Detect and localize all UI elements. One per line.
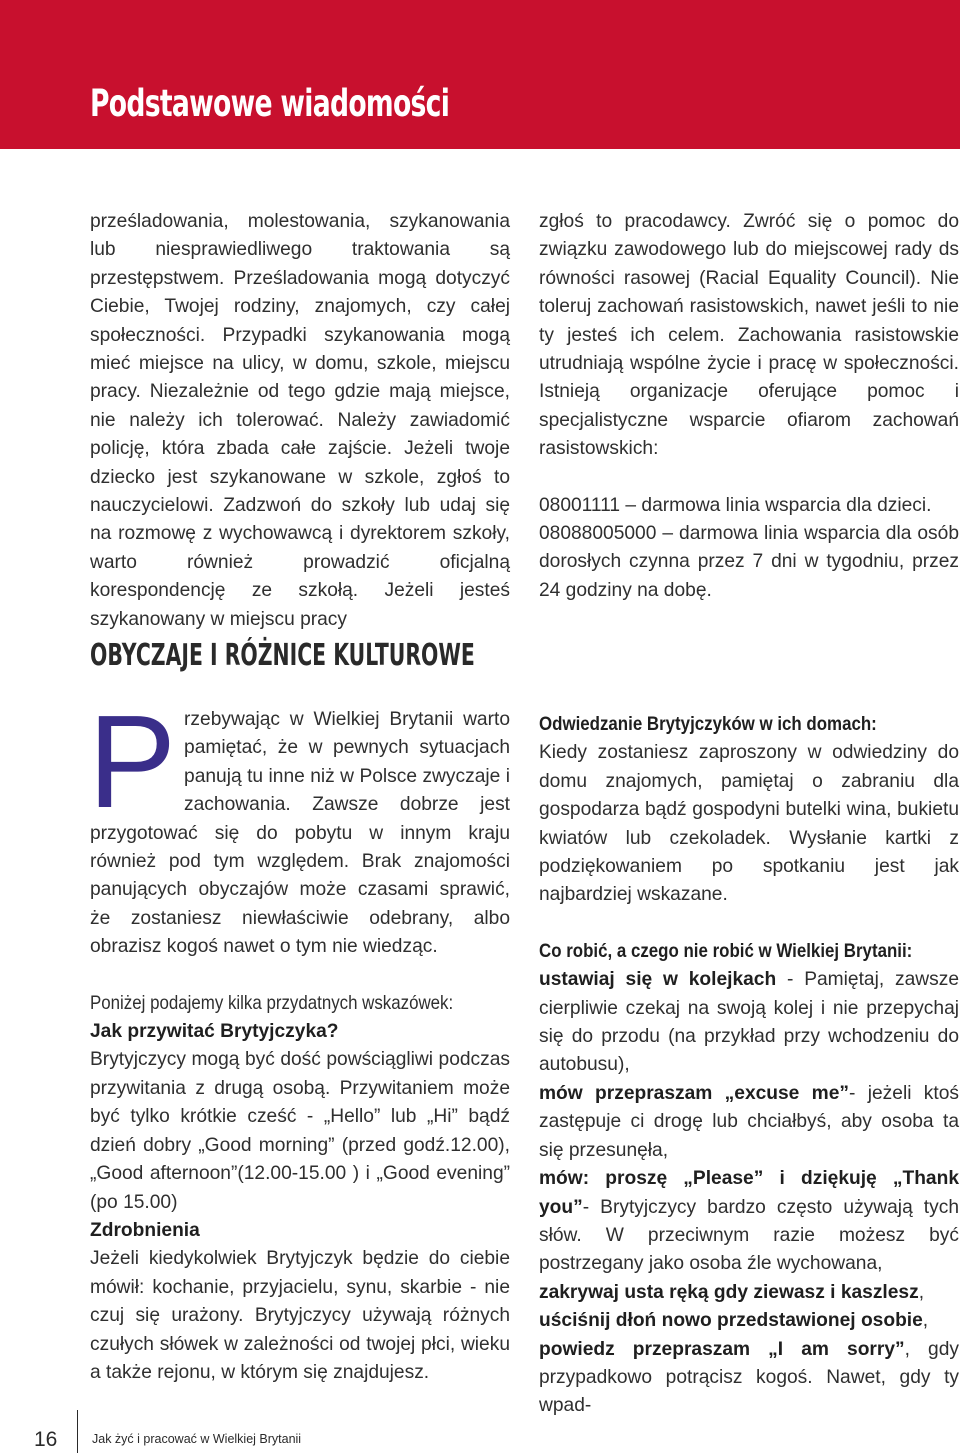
- tip-please-thanks: mów: proszę „Please” i dziękuję „Thank you”- Brytyjczycy bardzo często używają tych słów. W przeciwnym razie możesz być postrzegany jako osoba źle wychowana,: [539, 1168, 959, 1275]
- visiting-text: Kiedy zostaniesz zaproszony w odwiedziny do domu znajomych, pamiętaj o zabraniu dla gospodarza bądź gospodyni butelki wina, bukietu kwiatów lub czekoladek. Wysłanie kartki z podziękowaniem po spotkaniu jest jak najbardziej wskazane.: [539, 742, 959, 906]
- dos-heading: Co robić, a czego nie robić w Wielkiej Brytanii:: [539, 940, 913, 962]
- tip-excuse-me: mów przepraszam „excuse me”- jeżeli ktoś zastępuje ci drogę lub chciałbyś, aby osoba ta się przesunęła,: [539, 1082, 959, 1161]
- header-banner: [0, 0, 960, 149]
- page-number: 16: [34, 1428, 58, 1451]
- helpline-adults: 08088005000 – darmowa linia wsparcia dla osób dorosłych czynna przez 7 dni w tygodniu, przez 24 godziny na dobę.: [539, 523, 959, 601]
- drop-cap: P: [88, 688, 177, 835]
- intro-paragraph: [88, 688, 510, 962]
- footer-book-title: Jak żyć i pracować w Wielkiej Brytanii: [92, 1432, 302, 1446]
- tip-queue: ustawiaj się w kolejkach - Pamiętaj, zawsze cierpliwie czekaj na swoją kolej i nie przepychaj się do przodu (na przykład przy wchodzeniu do autobusu),: [539, 969, 959, 1076]
- bottom-left-column: [88, 688, 510, 1387]
- diminutives-heading: Zdrobnienia: [90, 1219, 200, 1241]
- section-heading: OBYCZAJE I RÓŻNICE KULTUROWE: [90, 638, 475, 673]
- tip-sorry: powiedz przepraszam „I am sorry”, gdy przypadkowo potrącisz kogoś. Nawet, gdy ty wpad-: [539, 1338, 959, 1417]
- tip-cover-mouth: zakrywaj usta ręką gdy ziewasz i kaszlesz,: [539, 1281, 925, 1303]
- tips-intro: Poniżej podajemy kilka przydatnych wskazówek:: [90, 992, 454, 1014]
- body-paragraph: zgłoś to pracodawcy. Zwróć się o pomoc do związku zawodowego lub do miejscowej rady ds równości rasowej (Racial Equality Council). Nie toleruj zachowań rasistowskich, nawet jeśli to nie ty jesteś ich celem. Zachowania rasistowskie utrudniają wspólne życie i pracę w społeczności. Istnieją organizacje oferujące pomoc i specjalistyczne wsparcie ofiarom zachowań rasistowskich:: [539, 211, 959, 460]
- greeting-heading: Jak przywitać Brytyjczyka?: [90, 1021, 339, 1043]
- diminutives-text: Jeżeli kiedykolwiek Brytyjczyk będzie do ciebie mówił: kochanie, przyjacielu, synu, skarbie - nie czuj się urażony. Brytyjczycy używają różnych czułych słówek w zależności od twojej płci, wieku a także rejonu, w którym się znajdujesz.: [90, 1248, 510, 1383]
- bottom-right-column: [539, 711, 959, 1421]
- page-title: Podstawowe wiadomości: [90, 82, 450, 125]
- footer-divider: [77, 1410, 78, 1453]
- helpline-children: 08001111 – darmowa linia wsparcia dla dzieci.: [539, 494, 932, 516]
- top-right-column: [539, 208, 959, 605]
- visiting-heading: Odwiedzanie Brytyjczyków w ich domach:: [539, 714, 877, 735]
- intro-text: rzebywając w Wielkiej Brytanii warto pamiętać, że w pewnych sytuacjach panują tu inne niż w Polsce zwyczaje i zachowania. Zawsze dobrze jest przygotować się do pobytu w innym kraju również pod tym względem. Brak znajomości panujących obyczajów może czasami sprawić, że zostaniesz niewłaściwie odebrany, albo obrazisz kogoś nawet o tym nie wiedząc.: [90, 709, 510, 958]
- top-left-column: [90, 208, 510, 634]
- body-paragraph: prześladowania, molestowania, szykanowania lub niesprawiedliwego traktowania są przestępstwem. Prześladowania mogą dotyczyć Ciebie, Twojej rodziny, znajomych, czy całej społeczności. Przypadki szykanowania mogą mieć miejsce na ulicy, w domu, szkole, miejscu pracy. Niezależnie od tego gdzie mają miejsce, nie należy ich tolerować. Należy zawiadomić policję, która zbada całe zajście. Jeżeli twoje dziecko jest szykanowane w szkole, zgłoś to nauczycielowi. Zadzwoń do szkoły lub udaj się na rozmowę z wychowawcą i dyrektorem szkoły, warto również prowadzić oficjalną korespondencję ze szkołą. Jeżeli jesteś szykanowany w miejscu pracy: [90, 211, 510, 630]
- greeting-text: Brytyjczycy mogą być dość powściągliwi podczas przywitania z drugą osobą. Przywitaniem może być tylko krótkie cześć - „Hello” lub „Hi” bądź dzień dobry „Good morning” (przed godź.12.00), „Good afternoon”(12.00-15.00 ) i „Good evening” (po 15.00): [90, 1049, 510, 1213]
- tip-shake-hands: uściśnij dłoń nowo przedstawionej osobie,: [539, 1310, 929, 1332]
